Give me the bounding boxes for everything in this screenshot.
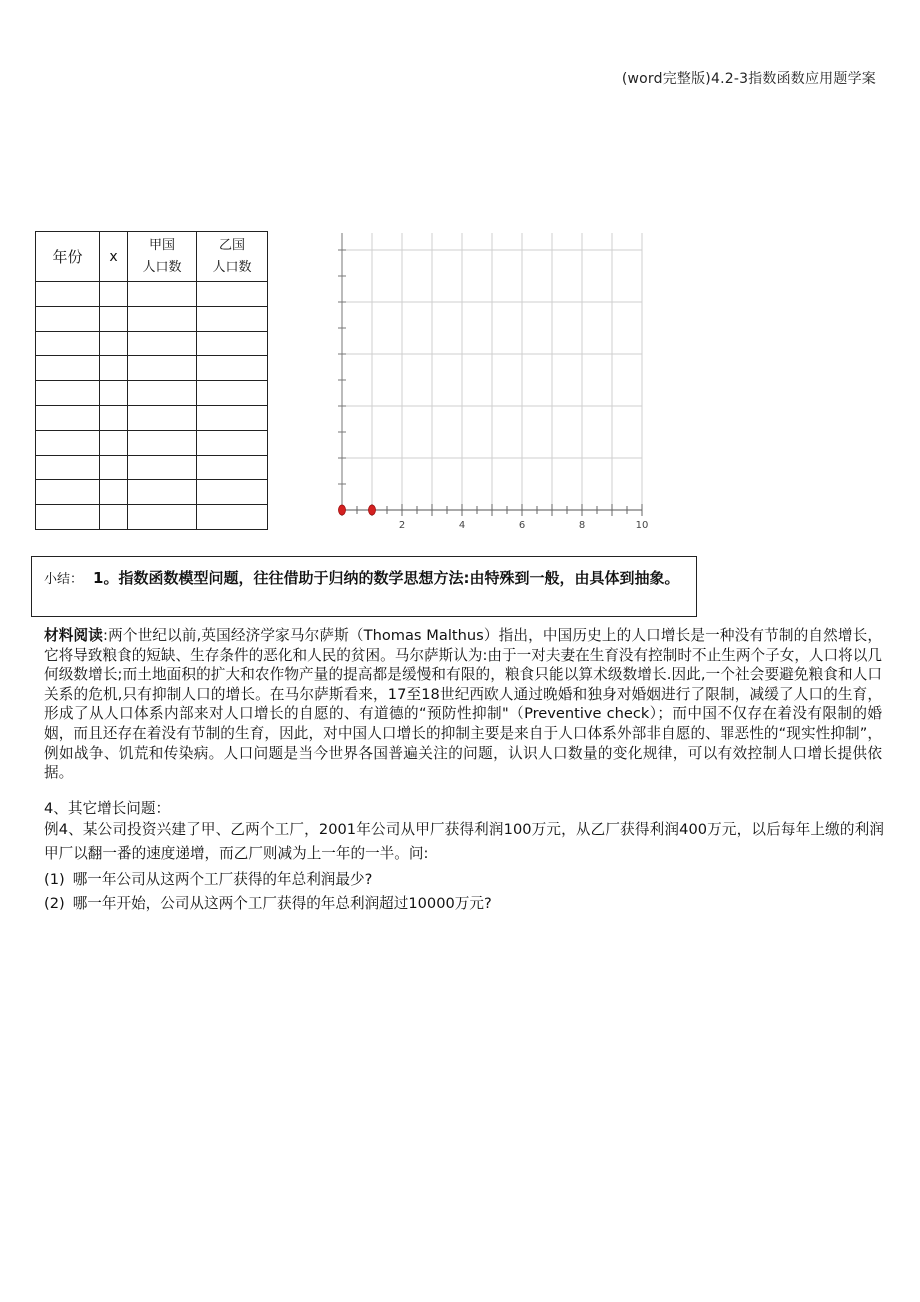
table-cell[interactable] <box>100 356 128 381</box>
question-2-text: 哪一年开始，公司从这两个工厂获得的年总利润超过10000万元? <box>72 895 492 912</box>
section-heading: 4、其它增长问题： <box>44 800 171 817</box>
table-cell[interactable] <box>197 430 268 455</box>
x-tick-label: 6 <box>518 520 526 531</box>
table-cell[interactable] <box>197 480 268 505</box>
header-jia-text: 甲国 人口数 <box>142 237 182 275</box>
table-cell[interactable] <box>36 306 100 331</box>
chart-tick-labels <box>399 520 649 531</box>
question-1-text: 哪一年公司从这两个工厂获得的年总利润最少? <box>72 871 373 888</box>
header-x: x <box>100 232 128 282</box>
summary-point: 1。指数函数模型问题，往往借助于归纳的数学思想方法:由特殊到一般，由具体到抽象。 <box>93 569 680 587</box>
table-cell[interactable] <box>36 356 100 381</box>
table-cell[interactable] <box>197 306 268 331</box>
table-row <box>36 331 268 356</box>
table-row <box>36 306 268 331</box>
table-cell[interactable] <box>197 282 268 307</box>
table-row <box>36 405 268 430</box>
x-tick-label: 8 <box>578 520 586 531</box>
table-cell[interactable] <box>100 455 128 480</box>
table-cell[interactable] <box>36 282 100 307</box>
table-row <box>36 381 268 406</box>
document-header: (word完整版)4.2-3指数函数应用题学案 <box>621 71 876 87</box>
table-cell[interactable] <box>36 455 100 480</box>
table-cell[interactable] <box>100 430 128 455</box>
question-2 <box>44 892 492 913</box>
table-cell[interactable] <box>128 381 197 406</box>
table-cell[interactable] <box>128 405 197 430</box>
x-tick-label: 4 <box>458 520 466 531</box>
question-1 <box>44 868 372 889</box>
table-cell[interactable] <box>36 405 100 430</box>
table-cell[interactable] <box>100 381 128 406</box>
table-cell[interactable] <box>100 480 128 505</box>
coordinate-chart <box>330 228 650 538</box>
table-cell[interactable] <box>197 455 268 480</box>
header-year: 年份 <box>36 232 100 282</box>
table-cell[interactable] <box>36 381 100 406</box>
table-cell[interactable] <box>128 356 197 381</box>
table-cell[interactable] <box>128 455 197 480</box>
table-row <box>36 455 268 480</box>
table-cell[interactable] <box>36 480 100 505</box>
chart-grid <box>342 233 642 510</box>
table-cell[interactable] <box>128 505 197 530</box>
table-cell[interactable] <box>197 505 268 530</box>
data-point <box>339 505 346 515</box>
table-row <box>36 505 268 530</box>
x-tick-label: 2 <box>398 520 406 531</box>
question-2-number: (2) <box>44 895 65 912</box>
table-cell[interactable] <box>197 331 268 356</box>
header-yi-population <box>197 232 268 282</box>
reading-title: 材料阅读 <box>44 627 104 644</box>
data-point <box>369 505 376 515</box>
question-1-number: (1) <box>44 871 65 888</box>
table-cell[interactable] <box>100 405 128 430</box>
population-table <box>35 231 268 530</box>
table-body <box>36 282 268 530</box>
summary-lead: 小结： <box>44 572 84 587</box>
table-cell[interactable] <box>100 505 128 530</box>
header-yi-text: 乙国 人口数 <box>212 237 252 275</box>
table-header-row <box>36 232 268 282</box>
table-row <box>36 430 268 455</box>
table-cell[interactable] <box>100 306 128 331</box>
reading-material <box>44 626 882 783</box>
table-cell[interactable] <box>197 405 268 430</box>
table-cell[interactable] <box>100 282 128 307</box>
table-cell[interactable] <box>36 505 100 530</box>
table-cell[interactable] <box>36 430 100 455</box>
table-row <box>36 480 268 505</box>
chart-ticks <box>338 250 642 516</box>
table-cell[interactable] <box>128 480 197 505</box>
example-4: 例4、某公司投资兴建了甲、乙两个工厂，2001年公司从甲厂获得利润100万元，从乙厂获得利润400万元，以后每年上缴的利润甲厂以翻一番的速度递增，而乙厂则减为上一年的一半。问: <box>44 821 884 862</box>
table-cell[interactable] <box>197 356 268 381</box>
summary-box <box>31 556 697 617</box>
table-cell[interactable] <box>197 381 268 406</box>
table-cell[interactable] <box>36 331 100 356</box>
table-cell[interactable] <box>128 331 197 356</box>
header-jia-population <box>128 232 197 282</box>
reading-body: :两个世纪以前,英国经济学家马尔萨斯（Thomas Malthus）指出，中国历史上的人口增长是一种没有节制的自然增长，它将导致粮食的短缺、生存条件的恶化和人民的贫困。马尔萨斯认为:由于一对夫妻在生育没有控制时不止生两个子女，人口将以几何级数增长;而土地面积的扩大和农作物产量的提高都是缓慢和有限的，粮食只能以算术级数增长.因此,一个社会要避免粮食和人口关系的危机,只有抑制人口的增长。在马尔萨斯看来，17至18世纪西欧人通过晚婚和独身对婚姻进行了限制，减缓了人口的生育，形成了从人口体系内部来对人口增长的自愿的、有道德的“预防性抑制"（Preventive check）；而中国不仅存在着没有限制的婚姻，而且还存在着没有节制的生育，因此，对中国人口增长的抑制主要是来自于人口体系外部非自愿的、罪恶性的“现实性抑制”，例如战争、饥荒和传染病。人口问题是当今世界各国普遍关注的问题，认识人口数量的变化规律，可以有效控制人口增长提供依据。 <box>44 627 882 782</box>
table-cell[interactable] <box>100 331 128 356</box>
table-cell[interactable] <box>128 430 197 455</box>
table-cell[interactable] <box>128 306 197 331</box>
table-row <box>36 282 268 307</box>
table-row <box>36 356 268 381</box>
table-cell[interactable] <box>128 282 197 307</box>
x-tick-label: 10 <box>635 520 649 531</box>
